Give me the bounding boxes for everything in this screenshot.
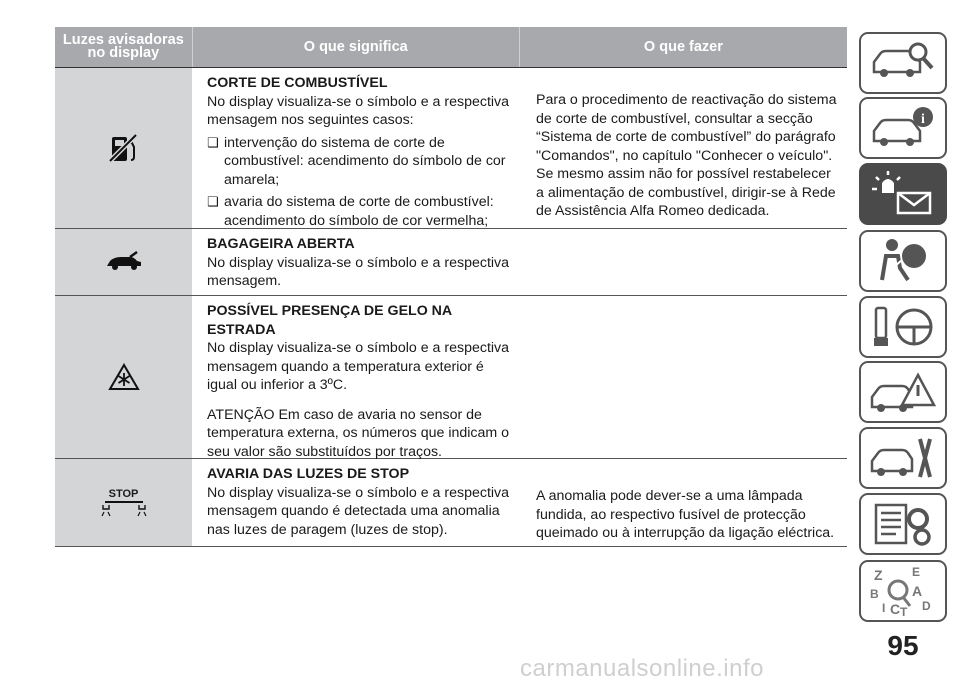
header-lights: Luzes avisadoras no display: [62, 32, 184, 61]
car-search-icon: [868, 38, 938, 88]
row-description: [207, 235, 515, 291]
row-text: No display visualiza-se o símbolo e a respectiva mensagem quando a temperatura exterior é igual ou inferior a 3ºC.: [207, 340, 510, 393]
row-text: No display visualiza-se o símbolo e a respectiva mensagem quando é detectada uma anomalia nas luzes de paragem (luzes de stop).: [207, 484, 510, 538]
specs-gear-icon: [868, 499, 938, 549]
table-row: [55, 68, 847, 229]
page-number: 95: [887, 630, 919, 661]
tab-warning-lights[interactable]: [859, 163, 947, 225]
stop-lights-icon: [55, 459, 192, 546]
row-action: Para o procedimento de reactivação do sistema de corte de combustível, consultar a secção “Sistema de corte de combustível” do parágrafo "Comandos", no capítulo "Conhecer o veículo". Se mesmo assim não for possível restabelecer a alimentação de combustível, dirigir-se à Rede de Assistência Alfa Romeo dedicada.: [536, 92, 837, 219]
tab-safety-info[interactable]: [859, 97, 947, 159]
ice-warning-icon: [55, 296, 192, 458]
tab-maintenance[interactable]: [859, 427, 947, 489]
alphabet-index-icon: [868, 564, 938, 618]
row-text: No display visualiza-se o símbolo e a respectiva mensagem nos seguintes casos:: [207, 93, 510, 128]
header-meaning: O que significa: [192, 27, 519, 67]
tab-starting-driving[interactable]: [859, 296, 947, 358]
header-action: O que fazer: [519, 27, 847, 67]
car-service-tools-icon: [868, 433, 938, 483]
svg-text:E: E: [912, 565, 921, 579]
row-title: BAGAGEIRA ABERTA: [207, 236, 355, 252]
table-row: [55, 229, 847, 296]
row-description: [207, 302, 515, 461]
row-title: AVARIA DAS LUZES DE STOP: [207, 466, 410, 482]
fuel-cutoff-icon: [55, 68, 192, 228]
svg-text:T: T: [900, 605, 908, 618]
airbag-person-icon: [868, 236, 938, 286]
row-action: A anomalia pode dever-se a uma lâmpada fundida, ao respectivo fusível de protecção queimado ou à interrupção da ligação eléctrica.: [536, 488, 835, 541]
list-item: ❑ avaria do sistema de corte de combustível: acendimento do símbolo de cor vermelha;: [207, 193, 515, 230]
row-description: [207, 465, 515, 539]
tab-emergency[interactable]: [859, 361, 947, 423]
table-row: [55, 459, 847, 547]
row-title: CORTE DE COMBUSTÍVEL: [207, 75, 388, 91]
row-description: [207, 74, 515, 230]
car-crash-warning-icon: [868, 367, 938, 417]
car-info-icon: [868, 103, 938, 153]
svg-text:i: i: [921, 112, 925, 127]
svg-text:D: D: [922, 599, 931, 613]
svg-text:Z: Z: [874, 567, 883, 583]
tab-knowing-car[interactable]: [859, 32, 947, 94]
watermark: carmanualsonline.info: [520, 655, 764, 682]
list-item: ❑ intervenção do sistema de corte de combustível: acendimento do símbolo de cor amarela;: [207, 134, 515, 190]
svg-text:B: B: [870, 587, 879, 601]
tab-technical-data[interactable]: [859, 493, 947, 555]
steering-wheel-icon: [868, 302, 938, 352]
svg-text:I: I: [882, 601, 886, 615]
row-text: No display visualiza-se o símbolo e a respectiva mensagem.: [207, 254, 510, 289]
stop-icon-label: STOP: [105, 488, 143, 503]
row-title: POSSÍVEL PRESENÇA DE GELO NA ESTRADA: [207, 303, 452, 338]
table-row: [55, 296, 847, 459]
open-trunk-icon: [55, 229, 192, 295]
table-header: [55, 27, 847, 68]
row-note: ATENÇÃO Em caso de avaria no sensor de temperatura externa, os números que indicam o seu valor são substituídos por traços.: [207, 406, 510, 460]
tab-safety[interactable]: [859, 230, 947, 292]
warning-light-message-icon: [868, 169, 938, 219]
svg-text:A: A: [912, 583, 923, 599]
tab-index[interactable]: [859, 560, 947, 622]
svg-text:C: C: [890, 601, 901, 617]
